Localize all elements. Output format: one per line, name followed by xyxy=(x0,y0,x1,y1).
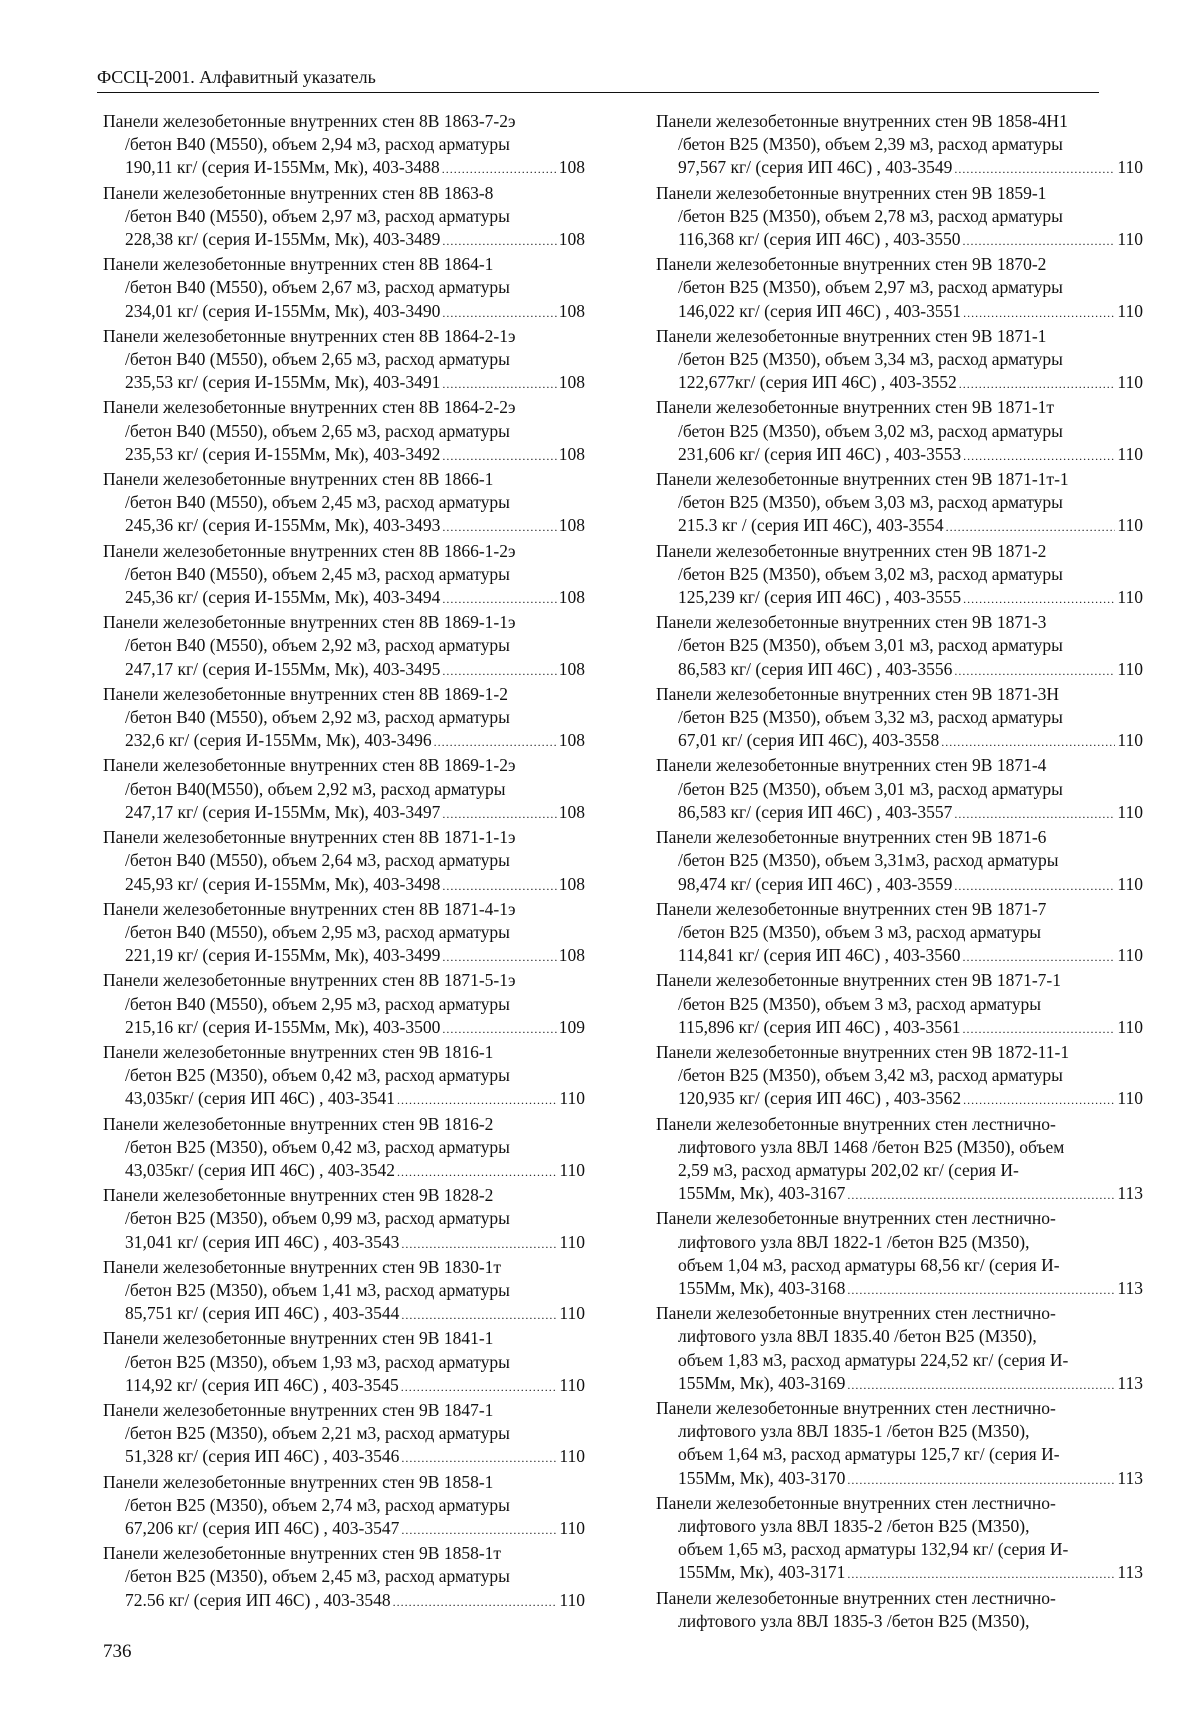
entry-text: /бетон В25 (М350), объем 3 м3, расход арматуры xyxy=(678,993,1042,1014)
index-entry xyxy=(656,110,1143,182)
entry-page-ref: 110 xyxy=(1117,372,1143,393)
entry-page-ref: 113 xyxy=(1117,1562,1143,1583)
dot-leader xyxy=(442,803,556,826)
entry-reference xyxy=(103,228,585,253)
index-entry xyxy=(656,1302,1143,1397)
dot-leader xyxy=(963,1089,1115,1112)
entry-title: Панели железобетонные внутренних стен 8В 1864-2-1э xyxy=(103,325,516,346)
entry-reference xyxy=(656,729,1143,754)
dot-leader xyxy=(954,875,1115,898)
dot-leader xyxy=(401,1447,557,1470)
index-entry xyxy=(103,611,585,683)
entry-code: 67,206 кг/ (серия ИП 46С) , 403-3547 xyxy=(125,1517,400,1538)
index-entry xyxy=(656,396,1143,468)
index-entry xyxy=(103,1256,585,1328)
dot-leader xyxy=(393,1591,558,1614)
dot-leader xyxy=(401,1376,558,1399)
dot-leader xyxy=(442,230,556,253)
entry-text: /бетон В40 (М550), объем 2,65 м3, расход арматуры xyxy=(125,420,510,441)
entry-text: /бетон В25 (М350), объем 0,42 м3, расход арматуры xyxy=(125,1136,510,1157)
entry-reference xyxy=(103,873,585,898)
entry-title: Панели железобетонные внутренних стен лестнично- xyxy=(656,1303,1056,1324)
index-entry xyxy=(656,1492,1143,1587)
entry-title: Панели железобетонные внутренних стен 9В 1859-1 xyxy=(656,182,1047,203)
entry-page-ref: 110 xyxy=(1117,515,1143,536)
entry-code: 247,17 кг/ (серия И-155Мм, Мк), 403-3495 xyxy=(125,658,441,679)
entry-text: /бетон В40 (М550), объем 2,95 м3, расход арматуры xyxy=(125,921,510,942)
entry-title: Панели железобетонные внутренних стен 9В 1828-2 xyxy=(103,1185,494,1206)
entry-text: лифтового узла 8ВЛ 1835-3 /бетон В25 (М350), xyxy=(678,1610,1030,1631)
entry-text: /бетон В40 (М550), объем 2,45 м3, расход арматуры xyxy=(125,492,510,513)
entry-text: /бетон В25 (М350), объем 3,32 м3, расход арматуры xyxy=(678,707,1063,728)
entry-code: 155Мм, Мк), 403-3170 xyxy=(678,1467,846,1488)
entry-reference xyxy=(656,586,1143,611)
entry-title: Панели железобетонные внутренних стен 9В 1847-1 xyxy=(103,1399,494,1420)
index-entry xyxy=(103,182,585,254)
entry-reference xyxy=(103,300,585,325)
entry-reference xyxy=(103,1445,585,1470)
entry-code: 155Мм, Мк), 403-3169 xyxy=(678,1372,846,1393)
entry-reference xyxy=(656,1372,1143,1397)
entry-code: 234,01 кг/ (серия И-155Мм, Мк), 403-3490 xyxy=(125,300,441,321)
entry-code: 232,6 кг/ (серия И-155Мм, Мк), 403-3496 xyxy=(125,730,432,751)
index-entry xyxy=(656,683,1143,755)
entry-text: объем 1,64 м3, расход арматуры 125,7 кг/ (серия И- xyxy=(678,1444,1060,1465)
entry-text: /бетон В40 (М550), объем 2,65 м3, расход арматуры xyxy=(125,349,510,370)
entry-code: 231,606 кг/ (серия ИП 46С) , 403-3553 xyxy=(678,443,962,464)
entry-title: Панели железобетонные внутренних стен 9В 1871-1т xyxy=(656,397,1055,418)
dot-leader xyxy=(954,660,1115,683)
entry-code: 245,93 кг/ (серия И-155Мм, Мк), 403-3498 xyxy=(125,873,441,894)
entry-title: Панели железобетонные внутренних стен 8В 1864-1 xyxy=(103,254,494,275)
entry-page-ref: 110 xyxy=(559,1517,585,1538)
dot-leader xyxy=(397,1161,557,1184)
index-entry xyxy=(103,1471,585,1543)
index-entry xyxy=(656,540,1143,612)
dot-leader xyxy=(442,445,556,468)
dot-leader xyxy=(963,445,1115,468)
dot-leader xyxy=(442,158,557,181)
dot-leader xyxy=(963,1018,1116,1041)
entry-page-ref: 110 xyxy=(1117,300,1143,321)
index-entry xyxy=(103,1184,585,1256)
entry-page-ref: 110 xyxy=(559,1088,585,1109)
index-entry xyxy=(103,396,585,468)
entry-text: /бетон В25 (М350), объем 2,21 м3, расход арматуры xyxy=(125,1423,510,1444)
entry-code: 247,17 кг/ (серия И-155Мм, Мк), 403-3497 xyxy=(125,801,441,822)
entry-text: /бетон В40 (М550), объем 2,95 м3, расход арматуры xyxy=(125,993,510,1014)
entry-title: Панели железобетонные внутренних стен 8В 1871-5-1э xyxy=(103,970,516,991)
entry-page-ref: 108 xyxy=(558,730,585,751)
dot-leader xyxy=(847,1563,1115,1586)
entry-text: /бетон В40 (М550), объем 2,45 м3, расход арматуры xyxy=(125,563,510,584)
index-column-right xyxy=(656,110,1143,1633)
entry-page-ref: 110 xyxy=(1117,587,1143,608)
dot-leader xyxy=(401,1233,557,1256)
entry-reference xyxy=(656,156,1143,181)
entry-page-ref: 110 xyxy=(1117,1088,1143,1109)
entry-text: /бетон В25 (М350), объем 3 м3, расход арматуры xyxy=(678,921,1042,942)
entry-page-ref: 110 xyxy=(1117,945,1143,966)
entry-reference xyxy=(103,944,585,969)
entry-code: 86,583 кг/ (серия ИП 46С) , 403-3556 xyxy=(678,658,953,679)
entry-code: 31,041 кг/ (серия ИП 46С) , 403-3543 xyxy=(125,1231,400,1252)
entry-page-ref: 108 xyxy=(558,515,585,536)
entry-code: 67,01 кг/ (серия ИП 46С), 403-3558 xyxy=(678,730,940,751)
dot-leader xyxy=(963,230,1116,253)
index-entry xyxy=(656,611,1143,683)
entry-reference xyxy=(103,156,585,181)
entry-text: /бетон В40 (М550), объем 2,67 м3, расход арматуры xyxy=(125,277,510,298)
entry-title: Панели железобетонные внутренних стен 8В 1871-4-1э xyxy=(103,898,516,919)
entry-code: 122,677кг/ (серия ИП 46С) , 403-3552 xyxy=(678,372,957,393)
entry-reference xyxy=(656,658,1143,683)
entry-text: /бетон В40 (М550), объем 2,92 м3, расход арматуры xyxy=(125,707,510,728)
entry-text: лифтового узла 8ВЛ 1835.40 /бетон В25 (М350), xyxy=(678,1326,1037,1347)
entry-page-ref: 110 xyxy=(1117,229,1143,250)
entry-page-ref: 113 xyxy=(1117,1277,1143,1298)
entry-title: Панели железобетонные внутренних стен 8В 1869-1-1э xyxy=(103,612,516,633)
entry-title: Панели железобетонные внутренних стен лестнично- xyxy=(656,1397,1056,1418)
entry-text: /бетон В25 (М350), объем 3,01 м3, расход арматуры xyxy=(678,635,1063,656)
entry-title: Панели железобетонные внутренних стен 9В 1871-7 xyxy=(656,898,1047,919)
entry-page-ref: 110 xyxy=(1117,873,1143,894)
entry-reference xyxy=(656,873,1143,898)
entry-text: объем 1,83 м3, расход арматуры 224,52 кг/ (серия И- xyxy=(678,1349,1069,1370)
entry-code: 235,53 кг/ (серия И-155Мм, Мк), 403-3491 xyxy=(125,372,441,393)
entry-page-ref: 108 xyxy=(558,443,585,464)
entry-reference xyxy=(103,1231,585,1256)
page-header-title: ФССЦ-2001. Алфавитный указатель xyxy=(97,67,376,87)
dot-leader xyxy=(847,1469,1115,1492)
entry-title: Панели железобетонные внутренних стен 9В 1872-11-1 xyxy=(656,1041,1070,1062)
entry-page-ref: 110 xyxy=(1117,658,1143,679)
entry-title: Панели железобетонные внутренних стен лестнично- xyxy=(656,1492,1056,1513)
entry-code: 86,583 кг/ (серия ИП 46С) , 403-3557 xyxy=(678,801,953,822)
entry-text: /бетон В25 (М350), объем 1,41 м3, расход арматуры xyxy=(125,1279,510,1300)
entry-reference xyxy=(103,1016,585,1041)
entry-reference xyxy=(103,514,585,539)
index-entry xyxy=(103,1399,585,1471)
dot-leader xyxy=(442,660,556,683)
entry-reference xyxy=(103,658,585,683)
entry-title: Панели железобетонные внутренних стен 9В 1871-7-1 xyxy=(656,970,1062,991)
entry-page-ref: 110 xyxy=(1117,801,1143,822)
entry-title: Панели железобетонные внутренних стен 9В 1871-3 xyxy=(656,612,1047,633)
entry-text: /бетон В25 (М350), объем 2,39 м3, расход арматуры xyxy=(678,134,1063,155)
entry-reference xyxy=(656,1016,1143,1041)
entry-code: 221,19 кг/ (серия И-155Мм, Мк), 403-3499 xyxy=(125,945,441,966)
entry-page-ref: 108 xyxy=(558,587,585,608)
entry-title: Панели железобетонные внутренних стен 8В 1866-1 xyxy=(103,469,494,490)
entry-text: /бетон В25 (М350), объем 1,93 м3, расход арматуры xyxy=(125,1351,510,1372)
page-header xyxy=(97,66,1099,93)
entry-code: 97,567 кг/ (серия ИП 46С) , 403-3549 xyxy=(678,157,953,178)
entry-reference xyxy=(103,371,585,396)
index-entry xyxy=(103,325,585,397)
index-entry xyxy=(656,969,1143,1041)
dot-leader xyxy=(442,373,556,396)
entry-page-ref: 108 xyxy=(558,372,585,393)
entry-code: 155Мм, Мк), 403-3167 xyxy=(678,1183,846,1204)
index-entry xyxy=(103,468,585,540)
dot-leader xyxy=(442,302,556,325)
index-entry xyxy=(656,325,1143,397)
entry-reference xyxy=(103,1374,585,1399)
entry-page-ref: 108 xyxy=(558,300,585,321)
entry-code: 116,368 кг/ (серия ИП 46С) , 403-3550 xyxy=(678,229,961,250)
entry-text: 2,59 м3, расход арматуры 202,02 кг/ (серия И- xyxy=(678,1159,1019,1180)
entry-code: 235,53 кг/ (серия И-155Мм, Мк), 403-3492 xyxy=(125,443,441,464)
entry-text: /бетон В25 (М350), объем 0,99 м3, расход арматуры xyxy=(125,1208,510,1229)
index-entry xyxy=(656,253,1143,325)
entry-title: Панели железобетонные внутренних стен 9В 1858-4Н1 xyxy=(656,111,1068,131)
entry-text: /бетон В40 (М550), объем 2,92 м3, расход арматуры xyxy=(125,635,510,656)
entry-text: лифтового узла 8ВЛ 1835-2 /бетон В25 (М350), xyxy=(678,1515,1030,1536)
entry-page-ref: 110 xyxy=(1117,730,1143,751)
entry-title: Панели железобетонные внутренних стен 9В 1871-3Н xyxy=(656,683,1060,704)
entry-reference xyxy=(656,371,1143,396)
entry-reference xyxy=(656,228,1143,253)
entry-reference xyxy=(656,300,1143,325)
dot-leader xyxy=(442,588,556,611)
entry-code: 125,239 кг/ (серия ИП 46С) , 403-3555 xyxy=(678,587,962,608)
dot-leader xyxy=(963,302,1115,325)
entry-text: /бетон В25 (М350), объем 2,97 м3, расход арматуры xyxy=(678,277,1063,298)
entry-text: /бетон В25 (М350), объем 3,34 м3, расход арматуры xyxy=(678,349,1063,370)
entry-page-ref: 109 xyxy=(558,1016,585,1037)
entry-code: 43,035кг/ (серия ИП 46С) , 403-3541 xyxy=(125,1088,396,1109)
entry-title: Панели железобетонные внутренних стен 9В 1816-1 xyxy=(103,1041,494,1062)
entry-title: Панели железобетонные внутренних стен 9В 1841-1 xyxy=(103,1328,494,1349)
entry-text: /бетон В40 (М550), объем 2,94 м3, расход арматуры xyxy=(125,134,510,155)
entry-page-ref: 110 xyxy=(1117,1016,1143,1037)
dot-leader xyxy=(954,158,1115,181)
entry-text: /бетон В25 (М350), объем 2,78 м3, расход арматуры xyxy=(678,205,1063,226)
entry-code: 155Мм, Мк), 403-3168 xyxy=(678,1277,846,1298)
entry-title: Панели железобетонные внутренних стен лестнично- xyxy=(656,1587,1056,1608)
entry-page-ref: 113 xyxy=(1117,1183,1143,1204)
entry-title: Панели железобетонные внутренних стен 8В 1866-1-2э xyxy=(103,540,516,561)
entry-reference xyxy=(103,1159,585,1184)
entry-title: Панели железобетонные внутренних стен 9В 1870-2 xyxy=(656,254,1047,275)
dot-leader xyxy=(397,1089,557,1112)
entry-title: Панели железобетонные внутренних стен 9В 1816-2 xyxy=(103,1113,494,1134)
index-entry xyxy=(103,683,585,755)
entry-reference xyxy=(103,1517,585,1542)
entry-code: 228,38 кг/ (серия И-155Мм, Мк), 403-3489 xyxy=(125,229,441,250)
entry-code: 114,92 кг/ (серия ИП 46С) , 403-3545 xyxy=(125,1374,399,1395)
index-entry xyxy=(103,1041,585,1113)
entry-reference xyxy=(103,801,585,826)
entry-code: 215,16 кг/ (серия И-155Мм, Мк), 403-3500 xyxy=(125,1016,441,1037)
index-entry xyxy=(656,1113,1143,1208)
index-entry xyxy=(103,253,585,325)
entry-text: /бетон В25 (М350), объем 3,03 м3, расход арматуры xyxy=(678,492,1063,513)
index-column-left xyxy=(103,110,585,1614)
entry-page-ref: 110 xyxy=(1117,157,1143,178)
entry-reference xyxy=(656,1561,1143,1586)
entry-reference xyxy=(656,1467,1143,1492)
index-entry xyxy=(103,969,585,1041)
entry-page-ref: 110 xyxy=(559,1231,585,1252)
entry-text: /бетон В25 (М350), объем 3,42 м3, расход арматуры xyxy=(678,1065,1063,1086)
index-entry xyxy=(103,1542,585,1614)
index-entry xyxy=(656,182,1143,254)
entry-page-ref: 113 xyxy=(1117,1372,1143,1393)
entry-text: /бетон В40 (М550), объем 2,64 м3, расход арматуры xyxy=(125,850,510,871)
entry-title: Панели железобетонные внутренних стен 8В 1863-8 xyxy=(103,182,494,203)
index-entry xyxy=(656,898,1143,970)
entry-reference xyxy=(103,443,585,468)
entry-code: 215.3 кг / (серия ИП 46С), 403-3554 xyxy=(678,515,944,536)
entry-code: 114,841 кг/ (серия ИП 46С) , 403-3560 xyxy=(678,945,961,966)
entry-text: /бетон В25 (М350), объем 3,01 м3, расход арматуры xyxy=(678,778,1063,799)
entry-page-ref: 110 xyxy=(559,1446,585,1467)
entry-text: лифтового узла 8ВЛ 1468 /бетон В25 (М350), объем xyxy=(678,1136,1065,1157)
entry-page-ref: 108 xyxy=(558,157,585,178)
entry-reference xyxy=(656,514,1143,539)
dot-leader xyxy=(941,731,1115,754)
entry-code: 155Мм, Мк), 403-3171 xyxy=(678,1562,846,1583)
entry-page-ref: 110 xyxy=(559,1589,585,1610)
index-entry xyxy=(103,898,585,970)
entry-title: Панели железобетонные внутренних стен 8В 1871-1-1э xyxy=(103,827,516,848)
entry-text: объем 1,04 м3, расход арматуры 68,56 кг/ (серия И- xyxy=(678,1254,1060,1275)
entry-title: Панели железобетонные внутренних стен лестнично- xyxy=(656,1113,1056,1134)
page-number: 736 xyxy=(103,1641,132,1662)
entry-page-ref: 113 xyxy=(1117,1467,1143,1488)
dot-leader xyxy=(442,516,556,539)
dot-leader xyxy=(442,1018,556,1041)
entry-title: Панели железобетонные внутренних стен 9В 1871-6 xyxy=(656,827,1047,848)
entry-page-ref: 108 xyxy=(558,873,585,894)
dot-leader xyxy=(401,1519,557,1542)
entry-text: /бетон В25 (М350), объем 0,42 м3, расход арматуры xyxy=(125,1065,510,1086)
entry-text: /бетон В40(М550), объем 2,92 м3, расход арматуры xyxy=(125,778,506,799)
index-entry xyxy=(656,1207,1143,1302)
entry-code: 120,935 кг/ (серия ИП 46С) , 403-3562 xyxy=(678,1088,962,1109)
entry-page-ref: 110 xyxy=(1117,443,1143,464)
entry-title: Панели железобетонные внутренних стен 9В 1858-1 xyxy=(103,1471,494,1492)
entry-reference xyxy=(656,944,1143,969)
index-entry xyxy=(656,1587,1143,1633)
entry-title: Панели железобетонные внутренних стен 8В 1869-1-2э xyxy=(103,755,516,776)
index-entry xyxy=(656,1041,1143,1113)
entry-title: Панели железобетонные внутренних стен 9В 1871-1 xyxy=(656,325,1047,346)
index-entry xyxy=(103,754,585,826)
entry-text: лифтового узла 8ВЛ 1835-1 /бетон В25 (М350), xyxy=(678,1421,1030,1442)
entry-text: лифтового узла 8ВЛ 1822-1 /бетон В25 (М350), xyxy=(678,1231,1030,1252)
dot-leader xyxy=(946,516,1116,539)
index-entry xyxy=(103,110,585,182)
entry-reference xyxy=(103,1589,585,1614)
entry-title: Панели железобетонные внутренних стен 9В 1858-1т xyxy=(103,1543,502,1564)
entry-reference xyxy=(656,801,1143,826)
index-entry xyxy=(656,1397,1143,1492)
index-entry xyxy=(656,468,1143,540)
entry-code: 85,751 кг/ (серия ИП 46С) , 403-3544 xyxy=(125,1303,400,1324)
dot-leader xyxy=(847,1184,1115,1207)
index-entry xyxy=(103,1113,585,1185)
entry-page-ref: 108 xyxy=(558,945,585,966)
entry-title: Панели железобетонные внутренних стен 9В 1871-1т-1 xyxy=(656,469,1069,490)
entry-reference xyxy=(103,1087,585,1112)
index-entry xyxy=(656,754,1143,826)
entry-page-ref: 110 xyxy=(559,1374,585,1395)
entry-title: Панели железобетонные внутренних стен 8В 1863-7-2э xyxy=(103,111,516,131)
entry-code: 245,36 кг/ (серия И-155Мм, Мк), 403-3493 xyxy=(125,515,441,536)
entry-code: 115,896 кг/ (серия ИП 46С) , 403-3561 xyxy=(678,1016,961,1037)
entry-title: Панели железобетонные внутренних стен 9В 1830-1т xyxy=(103,1256,502,1277)
entry-reference xyxy=(103,729,585,754)
dot-leader xyxy=(963,588,1115,611)
entry-code: 190,11 кг/ (серия И-155Мм, Мк), 403-3488 xyxy=(125,157,440,178)
entry-code: 51,328 кг/ (серия ИП 46С) , 403-3546 xyxy=(125,1446,400,1467)
entry-page-ref: 110 xyxy=(559,1303,585,1324)
index-entry xyxy=(103,1327,585,1399)
entry-reference xyxy=(656,1277,1143,1302)
dot-leader xyxy=(442,946,556,969)
dot-leader xyxy=(434,731,557,754)
entry-title: Панели железобетонные внутренних стен 8В 1864-2-2э xyxy=(103,397,516,418)
dot-leader xyxy=(954,803,1115,826)
entry-reference xyxy=(103,1302,585,1327)
entry-page-ref: 108 xyxy=(558,658,585,679)
entry-page-ref: 108 xyxy=(558,801,585,822)
entry-title: Панели железобетонные внутренних стен 8В 1869-1-2 xyxy=(103,683,509,704)
entry-page-ref: 108 xyxy=(558,229,585,250)
dot-leader xyxy=(442,875,556,898)
entry-code: 245,36 кг/ (серия И-155Мм, Мк), 403-3494 xyxy=(125,587,441,608)
dot-leader xyxy=(959,373,1116,396)
entry-code: 43,035кг/ (серия ИП 46С) , 403-3542 xyxy=(125,1159,396,1180)
entry-title: Панели железобетонные внутренних стен 9В 1871-4 xyxy=(656,755,1047,776)
entry-text: /бетон В25 (М350), объем 2,45 м3, расход арматуры xyxy=(125,1566,510,1587)
entry-code: 98,474 кг/ (серия ИП 46С) , 403-3559 xyxy=(678,873,953,894)
entry-reference xyxy=(103,586,585,611)
entry-title: Панели железобетонные внутренних стен 9В 1871-2 xyxy=(656,540,1047,561)
dot-leader xyxy=(401,1304,557,1327)
entry-text: /бетон В25 (М350), объем 3,02 м3, расход арматуры xyxy=(678,420,1063,441)
dot-leader xyxy=(847,1279,1115,1302)
dot-leader xyxy=(963,946,1116,969)
entry-reference xyxy=(656,1182,1143,1207)
entry-reference xyxy=(656,1087,1143,1112)
index-entry xyxy=(103,826,585,898)
entry-reference xyxy=(656,443,1143,468)
entry-title: Панели железобетонные внутренних стен лестнично- xyxy=(656,1208,1056,1229)
entry-page-ref: 110 xyxy=(559,1159,585,1180)
entry-text: /бетон В40 (М550), объем 2,97 м3, расход арматуры xyxy=(125,205,510,226)
entry-text: /бетон В25 (М350), объем 3,02 м3, расход арматуры xyxy=(678,563,1063,584)
entry-code: 146,022 кг/ (серия ИП 46С) , 403-3551 xyxy=(678,300,962,321)
dot-leader xyxy=(847,1374,1115,1397)
entry-text: /бетон В25 (М350), объем 3,31м3, расход арматуры xyxy=(678,850,1059,871)
index-entry xyxy=(103,540,585,612)
entry-code: 72.56 кг/ (серия ИП 46С) , 403-3548 xyxy=(125,1589,391,1610)
index-entry xyxy=(656,826,1143,898)
entry-text: объем 1,65 м3, расход арматуры 132,94 кг/ (серия И- xyxy=(678,1539,1069,1560)
entry-text: /бетон В25 (М350), объем 2,74 м3, расход арматуры xyxy=(125,1494,510,1515)
